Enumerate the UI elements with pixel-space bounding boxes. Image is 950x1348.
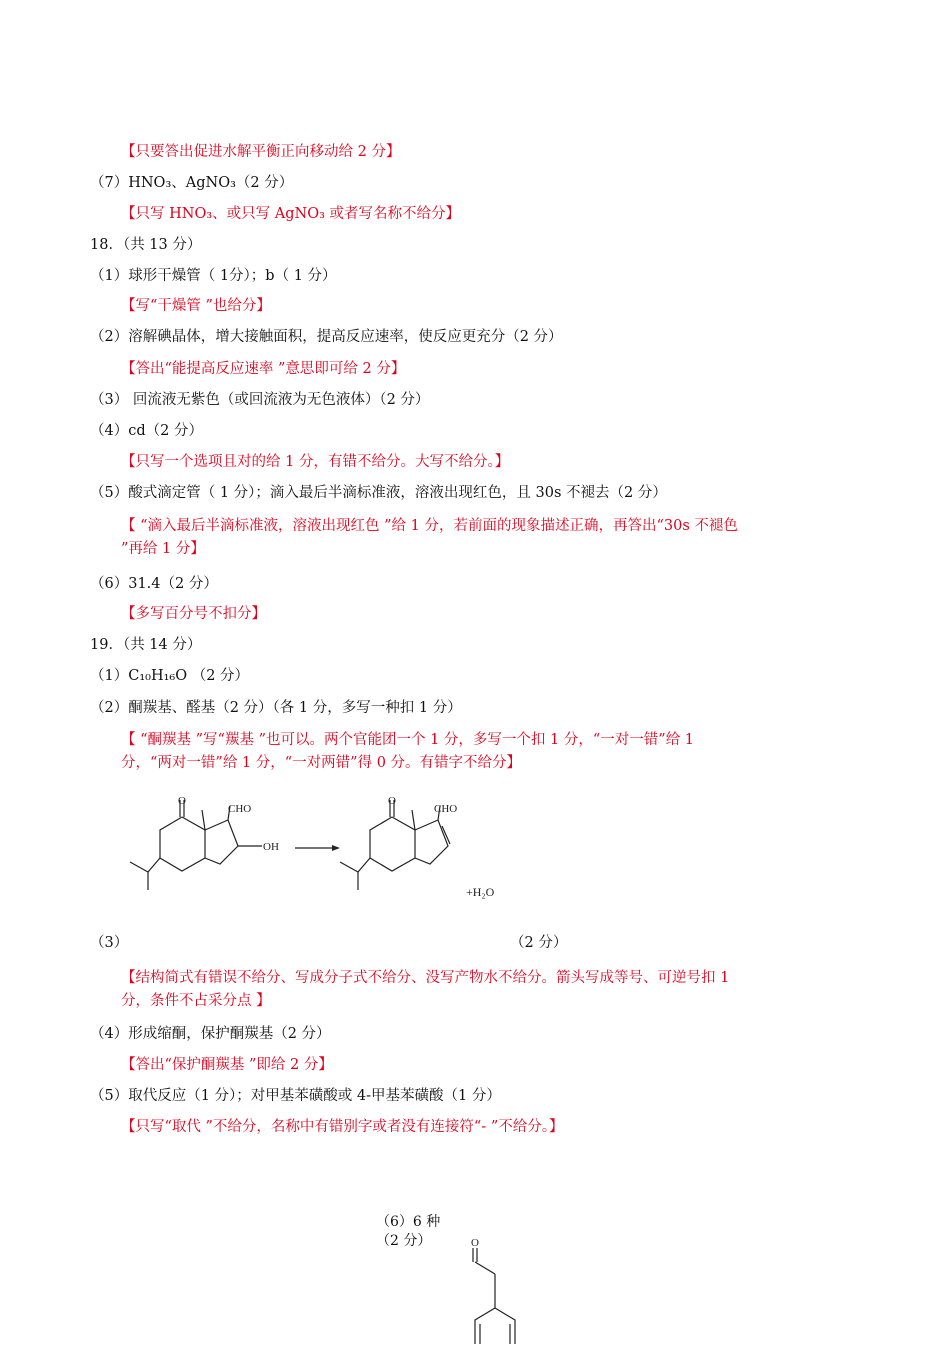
- answer-q18-4: （4）cd（2 分）: [90, 423, 203, 439]
- product-ketone-o: O: [388, 795, 396, 807]
- answer-q18-1: （1）球形干燥管（ 1分）；b（ 1 分）: [90, 268, 337, 284]
- heading-q19: 19．（共 14 分）: [90, 637, 202, 653]
- reactant-oh: OH: [263, 841, 279, 853]
- answer-q19-3-score: （2 分）: [510, 935, 568, 951]
- note-q19-5: 【只写“取代 ”不给分，名称中有错别字或者没有连接符“- ”不给分。】: [121, 1119, 564, 1135]
- note-q19-3-line1: 【结构简式有错误不给分、写成分子式不给分、没写产物水不给分。箭头写成等号、可逆号扣 1: [121, 970, 730, 986]
- note-q18-2: 【答出“能提高反应速率 ”意思即可给 2 分】: [121, 361, 406, 377]
- answer-q17-7: （7）HNO₃、AgNO₃（2 分）: [90, 175, 294, 191]
- answer-q19-6: （6）6 种: [376, 1214, 441, 1230]
- reaction-arrow: [295, 845, 340, 851]
- answer-q18-6: （6）31.4（2 分）: [90, 576, 218, 592]
- answer-q19-6-score: （2 分）: [376, 1233, 432, 1249]
- answer-q19-4: （4）形成缩酮，保护酮羰基（2 分）: [90, 1026, 331, 1042]
- product-water: +H₂O: [466, 885, 495, 899]
- note-q19-2-line2: 分，“两对一错”给 1 分，“一对两错”得 0 分。有错字不给分】: [121, 755, 522, 771]
- heading-q18: 18．（共 13 分）: [90, 237, 202, 253]
- note-q19-3-line2: 分，条件不占采分点 】: [121, 993, 271, 1009]
- note-q18-1: 【写“干燥管 ”也给分】: [121, 298, 271, 314]
- structure-q19-6: [440, 1232, 550, 1348]
- product-cho: CHO: [434, 803, 458, 815]
- reactant-ketone-o: O: [178, 795, 186, 807]
- answer-q19-1: （1）C₁₀H₁₆O （2 分）: [90, 668, 250, 684]
- reaction-scheme: [120, 790, 540, 914]
- answer-q19-2: （2）酮羰基、醛基（2 分）（各 1 分，多写一种扣 1 分）: [90, 700, 462, 716]
- note-q18-5-line2: ”再给 1 分】: [121, 541, 205, 557]
- answer-q19-3-label: （3）: [90, 935, 129, 951]
- note-q17-7: 【只写 HNO₃、或只写 AgNO₃ 或者写名称不给分】: [121, 206, 460, 222]
- note-q19-4: 【答出“保护酮羰基 ”即给 2 分】: [121, 1057, 333, 1073]
- benzene-aldehyde-diagram: [440, 1232, 550, 1344]
- note-q18-5-line1: 【 “滴入最后半滴标准液，溶液出现红色 ”给 1 分，若前面的现象描述正确，再答出“30s 不褪色: [121, 518, 738, 534]
- answer-q18-5: （5）酸式滴定管（ 1 分）；滴入最后半滴标准液，溶液出现红色，且 30s 不褪去（2 分）: [90, 485, 667, 501]
- note-q17-6: 【只要答出促进水解平衡正向移动给 2 分】: [121, 144, 401, 160]
- answer-q18-3: （3） 回流液无紫色（或回流液为无色液体）（2 分）: [90, 392, 430, 408]
- note-q18-6: 【多写百分号不扣分】: [121, 606, 266, 622]
- answer-q19-5: （5）取代反应（1 分）；对甲基苯磺酸或 4-甲基苯磺酸（1 分）: [90, 1088, 501, 1104]
- reaction-diagram: [120, 790, 540, 910]
- note-q19-2-line1: 【 “酮羰基 ”写“羰基 ”也可以。两个官能团一个 1 分，多写一个扣 1 分，“一对一错”给 1: [121, 732, 695, 748]
- structure-carbonyl-o: O: [471, 1237, 479, 1249]
- note-q18-4: 【只写一个选项且对的给 1 分，有错不给分。大写不给分。】: [121, 454, 510, 470]
- answer-q18-2: （2）溶解碘晶体，增大接触面积，提高反应速率，使反应更充分（2 分）: [90, 329, 563, 345]
- reactant-cho: CHO: [228, 803, 252, 815]
